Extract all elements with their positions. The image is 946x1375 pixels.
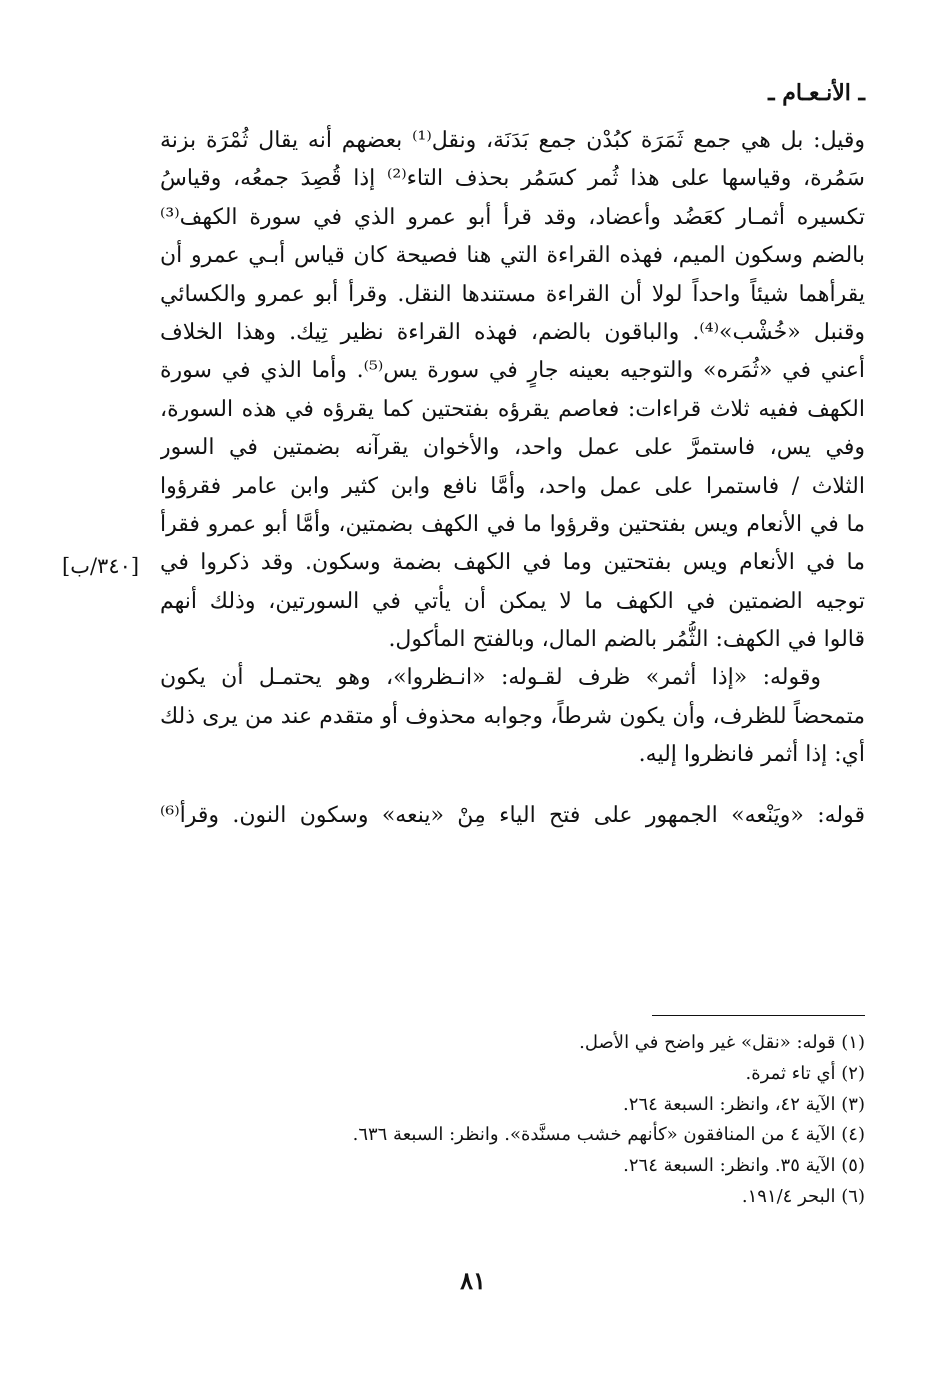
text-line: ما في الأنعام ويس بفتحتين وقرؤوا ما في الكهف بضمتين، وأمَّا أبو عمرو فقرأ <box>160 511 865 537</box>
text-line: يقرأهما شيئاً واحداً لولا أن القراءة مستندها النقل. وقرأ أبو عمرو والكسائي <box>160 281 865 307</box>
text-line: وقنبل «خُشْب»⁽⁴⁾. والباقون بالضم، فهذه القراءة نظير تِيك. وهذا الخلاف <box>160 319 865 345</box>
manuscript-folio-marker: [٣٤٠/ب] <box>62 554 140 578</box>
text-line: ما في الأنعام ويس بفتحتين وما في الكهف بضمة وسكون. وقد ذكروا في <box>160 550 865 576</box>
footnote: (٦) البحر ١٩١/٤. <box>741 1185 865 1207</box>
page-number: ٨١ <box>460 1266 486 1295</box>
footnote: (٣) الآية ٤٢، وانظر: السبعة ٢٦٤. <box>623 1093 865 1115</box>
footnote: (٢) أي تاء ثمرة. <box>745 1062 865 1084</box>
text-line: قوله: «ويَنْعه» الجمهور على فتح الياء مِنْ «ينعه» وسكون النون. وقرأ⁽⁶⁾ <box>160 802 865 828</box>
text-line: أعني في «ثُمَره» والتوجيه بعينه جارٍ في سورة يس⁽⁵⁾. وأما الذي في سورة <box>160 358 865 384</box>
text-line: وقوله: «إذا أثمر» ظرف لقـوله: «انـظروا»، وهو يحتمـل أن يكون <box>160 665 821 691</box>
text-line: تكسيره أثمـار كعَضُد وأعضاد، وقد قرأ أبو عمرو الذي في سورة الكهف⁽³⁾ <box>160 204 865 230</box>
footnote: (١) قوله: «نقل» غير واضح في الأصل. <box>579 1032 865 1053</box>
footnotes <box>145 1028 865 1213</box>
text-line: الثلاث / فاستمرا على عمل واحد، وأمَّا نافع وابن كثير وابن عامر فقرؤوا <box>160 473 865 499</box>
text-line: وقيل: بل هي جمع ثَمَرَة كبُدْن جمع بَدَنَة، ونقل⁽¹⁾ بعضهم أنه يقال ثُمْرَة بزنة <box>160 128 865 153</box>
footnote: (٤) الآية ٤ من المنافقون «كأنهم خشب مسنَّدة». وانظر: السبعة ٦٣٦. <box>352 1124 865 1146</box>
text-line: الكهف ففيه ثلاث قراءات: فعاصم يقرؤه بفتحتين كما يقرؤه في هذه السورة، <box>160 396 865 422</box>
footnote: (٥) الآية ٣٥. وانظر: السبعة ٢٦٤. <box>623 1155 865 1177</box>
running-header: ـ الأنـعـام ـ <box>768 80 865 106</box>
text-line: قالوا في الكهف: الثُّمُر بالضم المال، وبالفتح المأكول. <box>388 627 865 653</box>
main-text <box>160 122 865 835</box>
text-line: متمحضاً للظرف، وأن يكون شرطاً، وجوابه محذوف أو متقدم عند من يرى ذلك <box>160 703 865 729</box>
text-line: توجيه الضمتين في الكهف ما لا يمكن أن يأتي في السورتين، وذلك أنهم <box>160 588 865 614</box>
footnote-separator <box>652 1015 865 1016</box>
text-line: وفي يس، فاستمرَّ على عمل واحد، والأخوان يقرآنه بضمتين في السور <box>160 435 865 461</box>
text-line: بالضم وسكون الميم، فهذه القراءة التي هنا فصيحة كان قياس أبـي عمرو أن <box>160 243 865 269</box>
text-line: أي: إذا أثمر فانظروا إليه. <box>638 742 865 768</box>
text-line: سَمُرة، وقياسها على هذا ثُمر كسَمُر بحذف التاء⁽²⁾ إذا قُصِدَ جمعُه، وقياسُ <box>160 166 865 192</box>
